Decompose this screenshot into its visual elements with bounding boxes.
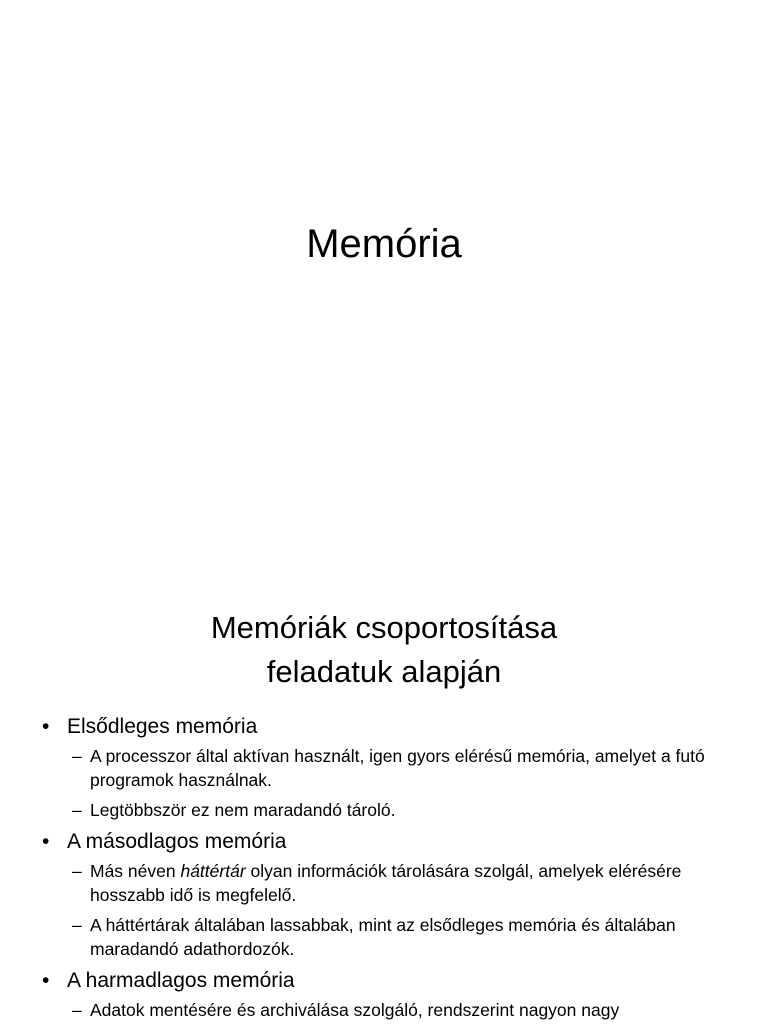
slide-title: Memória	[306, 222, 462, 266]
bullet-icon: •	[42, 830, 50, 853]
dash-icon: –	[72, 800, 82, 820]
bullet-item-secondary-memory	[42, 828, 732, 856]
bullet-label: A harmadlagos memória	[67, 969, 295, 992]
bullet-label: A másodlagos memória	[67, 830, 287, 853]
bullet-item-primary-memory	[42, 713, 732, 741]
sub-item-text: Legtöbbször ez nem maradandó tároló.	[90, 800, 396, 820]
content-slide	[0, 576, 768, 1024]
slide-heading-line-1: Memóriák csoportosítása	[210, 610, 558, 645]
sub-item	[72, 744, 740, 792]
sub-item	[72, 798, 740, 822]
dash-icon: –	[72, 915, 82, 935]
sub-item-text-after: olyan információk tárolására szolgál, amelyek elérésére hosszabb idő is megfelelő.	[90, 861, 682, 905]
bullet-label: Elsődleges memória	[67, 715, 258, 738]
bullet-list	[42, 713, 732, 1024]
sub-item	[72, 998, 740, 1022]
sub-item-emphasis: háttértár	[180, 861, 246, 881]
dash-icon: –	[72, 1000, 82, 1020]
dash-icon: –	[72, 746, 82, 766]
bullet-icon: •	[42, 969, 50, 992]
sub-item	[72, 913, 740, 961]
sub-item-text: Adatok mentésére és archiválása szolgáló, rendszerint nagyon nagy	[90, 1000, 620, 1020]
slide-heading	[0, 606, 768, 694]
slide-heading-line-2: feladatuk alapján	[266, 654, 502, 689]
bullet-icon: •	[42, 715, 50, 738]
dash-icon: –	[72, 861, 82, 881]
sub-item-text-before: Más néven	[90, 861, 181, 881]
sub-item-text: A processzor által aktívan használt, igen gyors elérésű memória, amelyet a futó programok használnak.	[90, 746, 705, 790]
bullet-item-tertiary-memory	[42, 967, 732, 995]
sub-item-text: A háttértárak általában lassabbak, mint az elsődleges memória és általában maradandó adathordozók.	[90, 915, 676, 959]
sub-item	[72, 859, 740, 907]
